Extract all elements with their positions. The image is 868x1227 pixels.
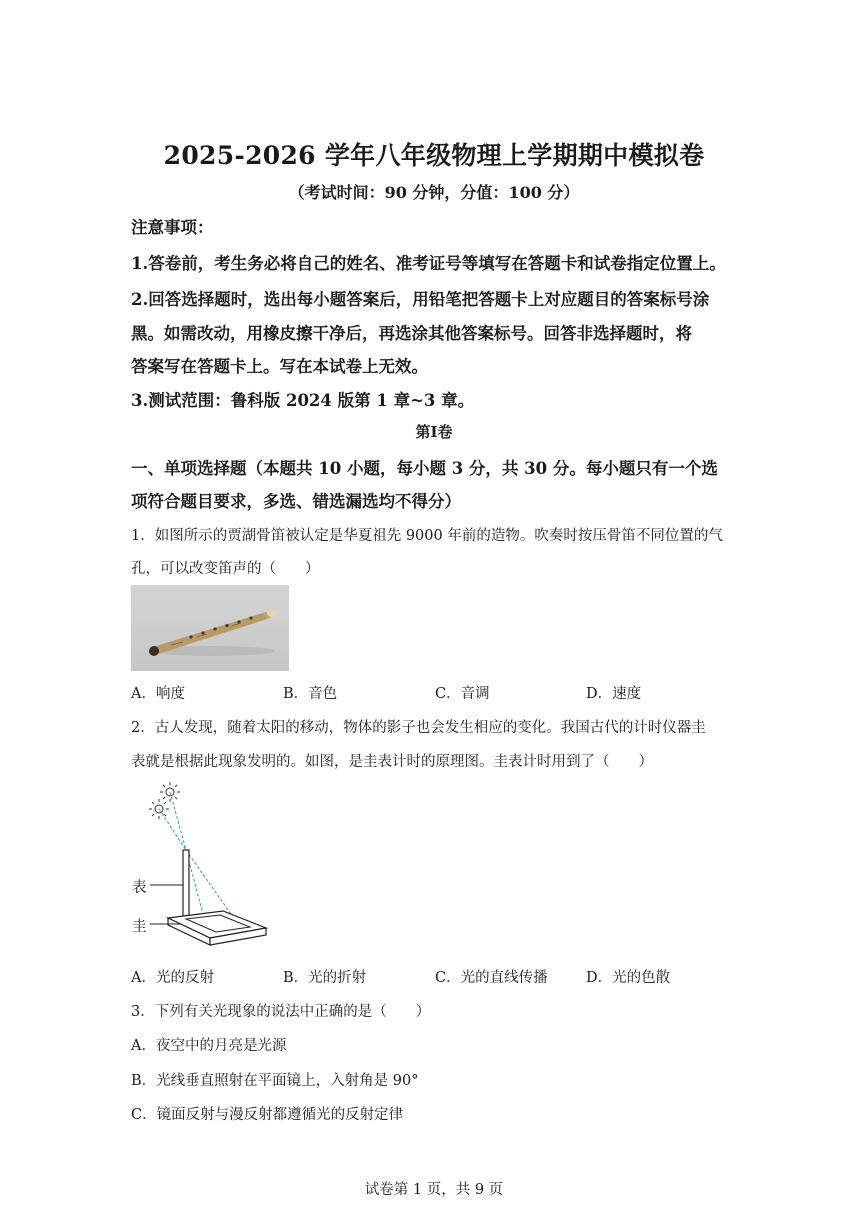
section-heading-line-2: 项符合题目要求，多选、错选漏选均不得分） [131,492,461,511]
question-1-option-d[interactable]: D．速度 [586,686,642,702]
notice-item-2-line-3: 答案写在答题卡上。写在本试卷上无效。 [131,357,428,376]
bone-flute-photo [131,585,289,671]
section-heading-line-1: 一、单项选择题（本题共 10 小题，每小题 3 分，共 30 分。每小题只有一个选 [131,459,718,478]
notice-item-3: 3.测试范围：鲁科版 2024 版第 1 章~3 章。 [131,391,475,410]
question-2-option-c[interactable]: C．光的直线传播 [435,970,548,986]
notice-item-2-line-2: 黑。如需改动，用橡皮擦干净后，再选涂其他答案标号。回答非选择题时，将 [131,324,692,343]
notice-item-2-line-1: 2.回答选择题时，选出每小题答案后，用铅笔把答题卡上对应题目的答案标号涂 [131,290,710,309]
question-1-option-a[interactable]: A．响度 [131,686,185,702]
question-2-option-a[interactable]: A．光的反射 [131,970,214,986]
gnomon-label-gui: 圭 [132,919,147,935]
page-footer: 试卷第 1 页，共 9 页 [364,1182,504,1198]
question-1-stem-line-1: 1．如图所示的贾湖骨笛被认定是华夏祖先 9000 年前的造物。吹奏时按压骨笛不同位置的气 [131,528,723,544]
notice-item-1: 1.答卷前，考生务必将自己的姓名、准考证号等填写在答题卡和试卷指定位置上。 [131,254,726,273]
volume-label: 第I卷 [415,423,453,441]
question-3-option-a[interactable]: A．夜空中的月亮是光源 [131,1038,287,1054]
question-2-option-b[interactable]: B．光的折射 [283,970,367,986]
question-1-stem-line-2: 孔，可以改变笛声的（ ） [131,561,320,577]
gnomon-diagram [128,778,278,958]
notice-heading: 注意事项： [131,218,214,237]
exam-subtitle: （考试时间：90 分钟，分值：100 分） [288,183,580,202]
question-2-option-d[interactable]: D．光的色散 [586,970,671,986]
question-1-option-b[interactable]: B．音色 [283,686,338,702]
question-3-option-c[interactable]: C．镜面反射与漫反射都遵循光的反射定律 [131,1107,404,1123]
gnomon-label-biao: 表 [132,880,147,896]
question-3-option-b[interactable]: B．光线垂直照射在平面镜上，入射角是 90° [131,1073,419,1089]
question-3-stem: 3．下列有关光现象的说法中正确的是（ ） [131,1004,431,1020]
exam-title: 2025-2026 学年八年级物理上学期期中模拟卷 [163,141,705,170]
question-2-stem-line-2: 表就是根据此现象发明的。如图，是圭表计时的原理图。圭表计时用到了（ ） [131,754,653,770]
question-2-stem-line-1: 2．古人发现，随着太阳的移动，物体的影子也会发生相应的变化。我国古代的计时仪器圭 [131,720,706,736]
question-1-option-c[interactable]: C．音调 [435,686,490,702]
